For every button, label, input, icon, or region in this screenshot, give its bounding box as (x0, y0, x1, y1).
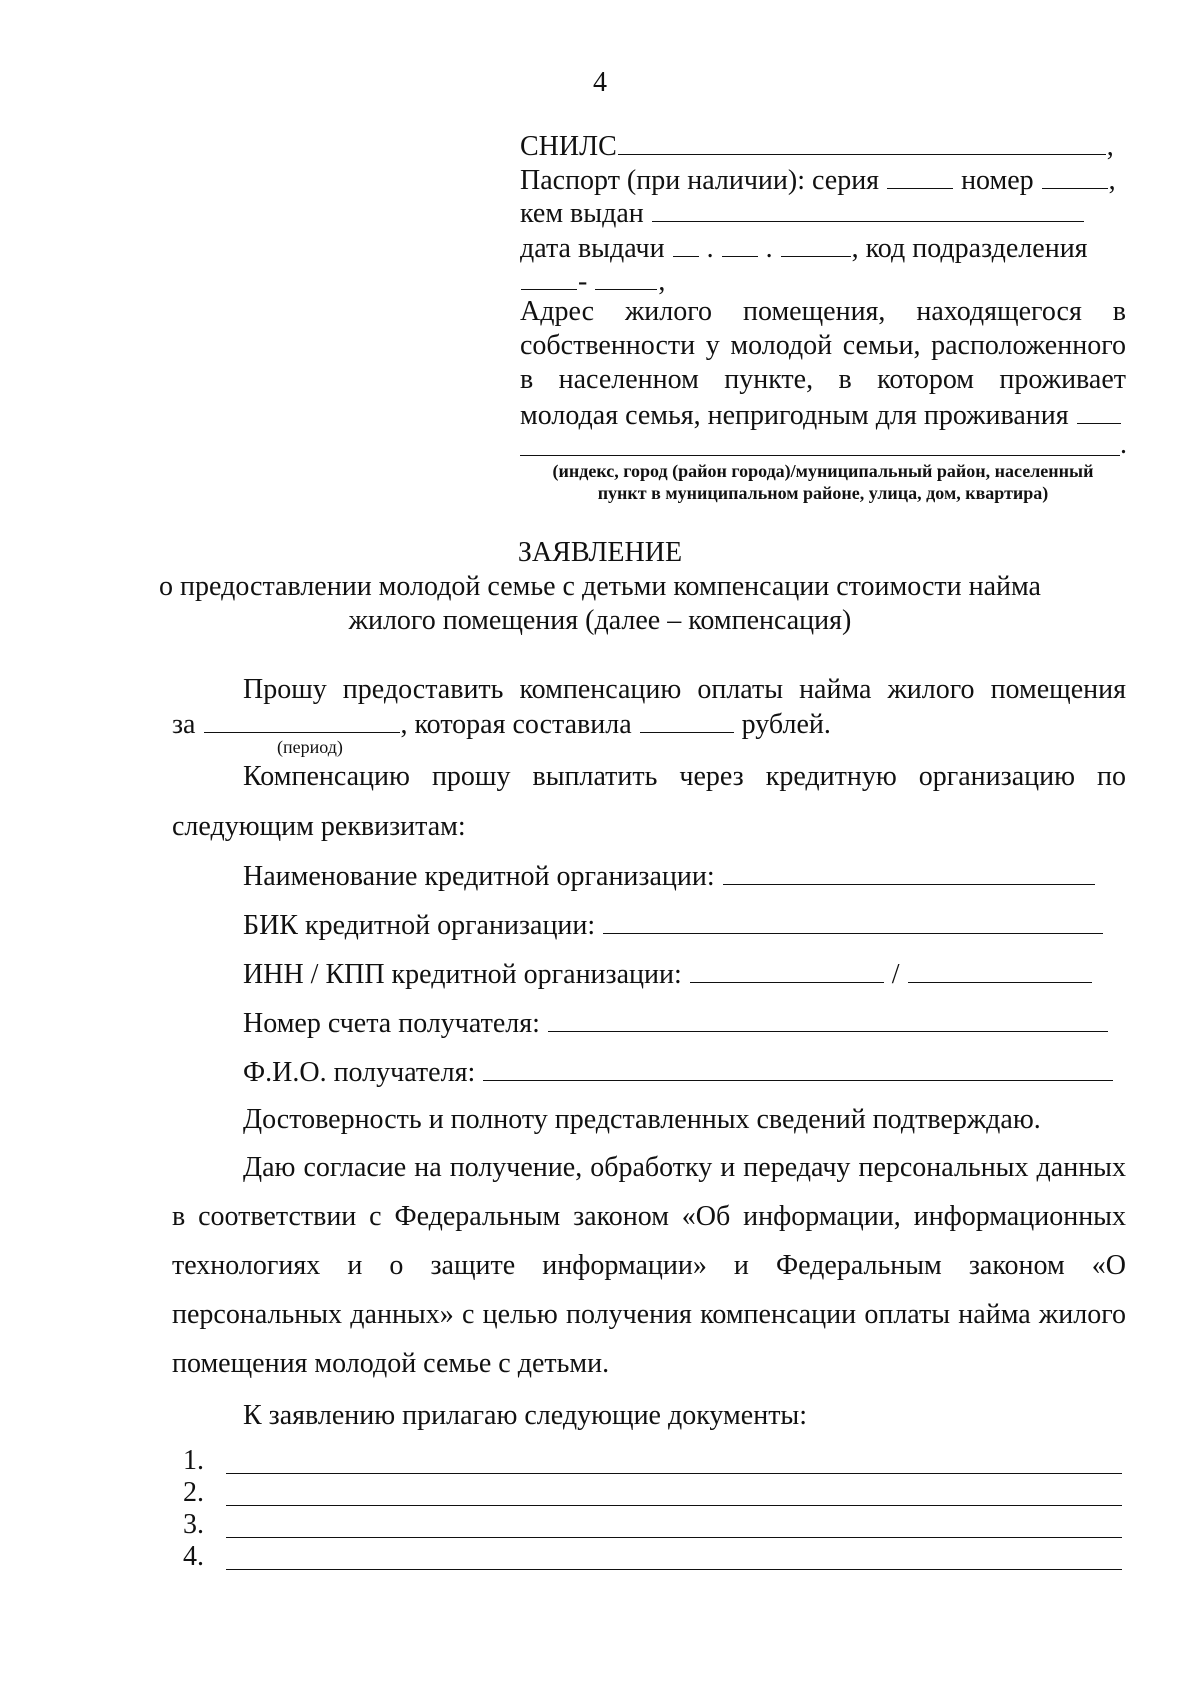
attachment-field[interactable] (226, 1537, 1122, 1538)
passport-number-field[interactable] (1042, 164, 1108, 189)
address-note-line-2: пункт в муниципальном районе, улица, дом, квартира) (597, 483, 1049, 503)
consent-line-4: персональных данных» с целью получения компенсации оплаты найма жилого (172, 1299, 1126, 1330)
subdivision-code-label: , код подразделения (851, 233, 1088, 264)
attachment-field[interactable] (226, 1505, 1122, 1506)
recipient-row (243, 1056, 1114, 1088)
payment-line-2: следующим реквизитам: (172, 811, 466, 842)
snils-field[interactable] (618, 130, 1106, 155)
inn-kpp-label: ИНН / КПП кредитной организации: (243, 959, 682, 990)
document-subtitle-line-1: о предоставлении молодой семье с детьми компенсации стоимости найма (159, 571, 1041, 602)
account-row (243, 1007, 1109, 1039)
bank-name-row (243, 860, 1096, 892)
issue-day-field[interactable] (673, 232, 699, 257)
attachments-intro: К заявлению прилагаю следующие документы: (243, 1400, 808, 1431)
bank-name-field[interactable] (723, 860, 1095, 885)
attachment-number: 3. (183, 1509, 204, 1540)
amount-field[interactable] (640, 708, 734, 733)
passport-series-label: Паспорт (при наличии): серия (520, 165, 880, 196)
attachment-number: 4. (183, 1541, 204, 1572)
bik-label: БИК кредитной организации: (243, 910, 596, 941)
address-line-4: молодая семья, непригодным для проживания (520, 400, 1069, 431)
payment-line-1: Компенсацию прошу выплатить через кредитную организацию по (243, 761, 1126, 792)
issue-month-field[interactable] (722, 232, 758, 257)
period-field[interactable] (204, 708, 400, 733)
request-end: рублей. (741, 709, 831, 740)
account-label: Номер счета получателя: (243, 1008, 540, 1039)
address-line-2: собственности у молодой семьи, расположенного (520, 330, 1126, 361)
kpp-field[interactable] (908, 958, 1092, 983)
subdivision-code-row: - , (520, 265, 665, 297)
bank-name-label: Наименование кредитной организации: (243, 861, 715, 892)
address-line-1: Адрес жилого помещения, находящегося в (520, 296, 1126, 327)
address-field-2[interactable] (520, 455, 1120, 456)
recipient-label: Ф.И.О. получателя: (243, 1057, 476, 1088)
confirm-text: Достоверность и полноту представленных сведений подтверждаю. (243, 1104, 1041, 1135)
issued-by-label: кем выдан (520, 198, 644, 229)
passport-number-label: номер (961, 165, 1034, 196)
address-note-line-1: (индекс, город (район города)/муниципальный район, населенный (552, 461, 1094, 481)
issued-by-row (520, 197, 1085, 229)
subdivision-code-part1[interactable] (521, 265, 577, 290)
attachment-field[interactable] (226, 1473, 1122, 1474)
snils-row: СНИЛС , (520, 131, 1114, 162)
address-line-3: в населенном пункте, в котором проживает (520, 364, 1126, 395)
address-line-4-row (520, 399, 1122, 431)
issue-date-row: дата выдачи . . , код подразделения (520, 233, 1088, 264)
consent-line-2: в соответствии с Федеральным законом «Об информации, информационных (172, 1201, 1126, 1232)
request-mid: , которая составила (400, 709, 632, 740)
document-subtitle-line-2: жилого помещения (далее – компенсация) (348, 605, 852, 636)
subdivision-code-part2[interactable] (595, 265, 657, 290)
account-field[interactable] (548, 1007, 1108, 1032)
attachment-number: 1. (183, 1445, 204, 1476)
issued-by-field[interactable] (652, 197, 1084, 222)
attachment-field[interactable] (226, 1569, 1122, 1570)
page-number: 4 (593, 67, 607, 98)
passport-series-field[interactable] (887, 164, 953, 189)
attachment-number: 2. (183, 1477, 204, 1508)
consent-line-1: Даю согласие на получение, обработку и передачу персональных данных (243, 1152, 1126, 1183)
inn-field[interactable] (690, 958, 884, 983)
passport-row: Паспорт (при наличии): серия номер , (520, 165, 1116, 196)
bik-row (243, 909, 1104, 941)
address-period: . (1120, 429, 1127, 460)
request-za: за (172, 709, 196, 740)
consent-line-5: помещения молодой семье с детьми. (172, 1348, 610, 1379)
address-field-1[interactable] (1077, 399, 1121, 424)
consent-line-3: технологиях и о защите информации» и Федеральным законом «О (172, 1250, 1126, 1281)
issue-year-field[interactable] (781, 232, 851, 257)
document-heading: ЗАЯВЛЕНИЕ (517, 537, 683, 568)
period-note: (период) (277, 737, 343, 757)
bik-field[interactable] (603, 909, 1103, 934)
snils-label: СНИЛС (520, 131, 617, 162)
inn-kpp-row: ИНН / КПП кредитной организации: / (243, 958, 1093, 990)
request-line-1: Прошу предоставить компенсацию оплаты найма жилого помещения (243, 674, 1126, 705)
issue-date-label: дата выдачи (520, 233, 665, 264)
recipient-field[interactable] (483, 1056, 1113, 1081)
